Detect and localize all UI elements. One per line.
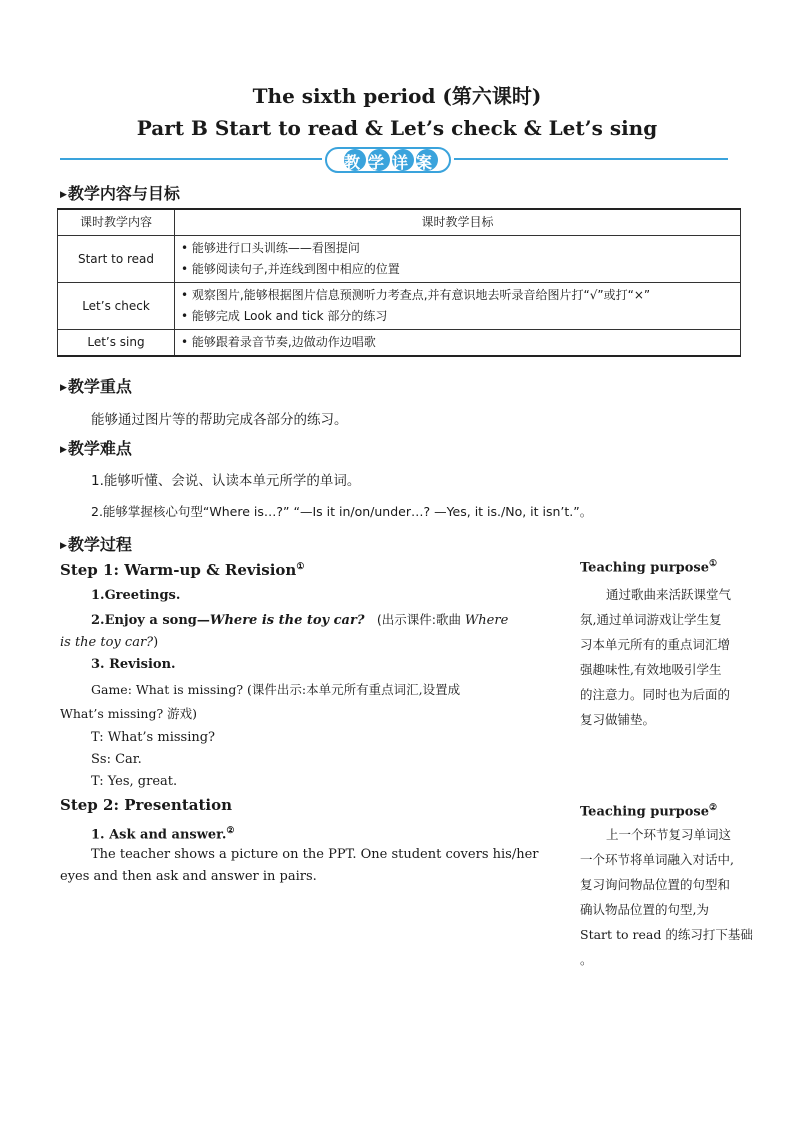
dialog-line: Ss: Car.	[91, 752, 142, 767]
step1-game-a: Game: What is missing? (课件出示:本单元所有重点词汇,设置成	[91, 682, 461, 697]
side-line: 习本单元所有的重点词汇增	[580, 637, 731, 652]
table-cell-goals	[175, 330, 741, 357]
goal-item: • 能够完成 Look and tick 部分的练习	[181, 309, 388, 323]
section-content-goals-label: 教学内容与目标	[67, 184, 180, 203]
goal-item: • 能够阅读句子,并连线到图中相应的位置	[181, 262, 400, 276]
divider-left	[60, 158, 322, 160]
side-line: 一个环节将单词融入对话中,	[580, 852, 734, 867]
page-subtitle: Part B Start to read & Let’s check & Let’s sing	[136, 116, 658, 140]
section-difficulties-label: 教学难点	[67, 439, 132, 458]
side-line: 强趣味性,有效地吸引学生	[580, 662, 722, 677]
table-cell-content: Start to read	[58, 236, 175, 283]
side1-body	[580, 582, 755, 732]
banner-label: 教学详案	[344, 153, 441, 172]
song-note-a: (出示课件:歌曲	[376, 612, 465, 627]
table-row	[58, 283, 741, 330]
difficulty-item: 1.能够听懂、会说、认读本单元所学的单词。	[91, 473, 361, 489]
section-content-goals: ▶教学内容与目标	[60, 184, 180, 203]
side-line: 。	[580, 952, 593, 967]
difficulty-item: 2.能够掌握核心句型“Where is…?” “—Is it in/on/under…? —Yes, it is./No, it isn’t.”。	[91, 504, 593, 519]
song-title: Where is the toy car?	[209, 613, 365, 628]
song-note-b: Where	[464, 613, 509, 628]
side-line: Start to read 的练习打下基础	[580, 927, 753, 942]
step2-ask	[91, 820, 234, 846]
step1-greetings: 1.Greetings.	[91, 588, 181, 603]
side-line: 上一个环节复习单词这	[606, 827, 732, 842]
dialog-line: T: What’s missing?	[91, 730, 216, 745]
section-process: ▶教学过程	[60, 535, 132, 554]
side-line: 复习做铺垫。	[580, 712, 656, 727]
step1-song-cont	[60, 632, 158, 654]
footnote-mark: ①	[709, 559, 718, 569]
side2-heading	[580, 803, 717, 819]
step1-title	[60, 561, 304, 579]
step2-title: Step 2: Presentation	[60, 796, 233, 814]
side-line: 确认物品位置的句型,为	[580, 902, 709, 917]
side2-body	[580, 822, 760, 972]
section-key-points: ▶教学重点	[60, 377, 132, 396]
banner	[325, 147, 451, 173]
goal-item: • 能够进行口头训练——看图提问	[181, 241, 360, 255]
footnote-mark: ①	[296, 562, 305, 572]
step1-song	[91, 609, 531, 632]
song-note-d: )	[153, 635, 159, 650]
table-row	[58, 330, 741, 357]
step1-title-text: Step 1: Warm-up & Revision	[60, 561, 297, 579]
side1-heading	[580, 559, 717, 575]
goal-item: • 观察图片,能够根据图片信息预测听力考查点,并有意识地去听录音给图片打“√”或打“×”	[181, 288, 651, 302]
divider-right	[454, 158, 728, 160]
step2-ask-text: 1. Ask and answer.	[91, 827, 227, 843]
side-line: 的注意力。同时也为后面的	[580, 687, 731, 702]
step1-game-b: What’s missing? 游戏)	[60, 706, 198, 721]
side1-heading-text: Teaching purpose	[580, 560, 709, 576]
side-line: 通过歌曲来活跃课堂气	[606, 587, 732, 602]
goals-table	[57, 208, 741, 357]
table-header-cell: 课时教学目标	[175, 209, 741, 236]
side2-heading-text: Teaching purpose	[580, 804, 709, 820]
step1-revision: 3. Revision.	[91, 657, 176, 672]
song-note-c: is the toy car?	[60, 635, 154, 650]
page-title: The sixth period (第六课时)	[252, 84, 542, 108]
side-line: 氛,通过单词游戏让学生复	[580, 612, 722, 627]
goal-item: • 能够跟着录音节奏,边做动作边唱歌	[181, 335, 376, 349]
footnote-mark: ②	[226, 826, 235, 836]
song-label: 2.Enjoy a song—	[91, 613, 210, 628]
section-key-points-label: 教学重点	[67, 377, 132, 396]
step2-text-a: The teacher shows a picture on the PPT. One student covers his/her	[91, 847, 539, 862]
table-cell-goals	[175, 236, 741, 283]
table-cell-content: Let’s check	[58, 283, 175, 330]
side-line: 复习询问物品位置的句型和	[580, 877, 731, 892]
key-points-text: 能够通过图片等的帮助完成各部分的练习。	[91, 412, 348, 428]
dialog-line: T: Yes, great.	[91, 774, 178, 789]
section-process-label: 教学过程	[67, 535, 132, 554]
table-cell-content: Let’s sing	[58, 330, 175, 357]
section-difficulties: ▶教学难点	[60, 439, 132, 458]
table-cell-goals	[175, 283, 741, 330]
table-row	[58, 236, 741, 283]
footnote-mark: ②	[709, 803, 718, 813]
table-header-cell: 课时教学内容	[58, 209, 175, 236]
table-header-row	[58, 209, 741, 236]
step2-text-b: eyes and then ask and answer in pairs.	[60, 869, 317, 884]
